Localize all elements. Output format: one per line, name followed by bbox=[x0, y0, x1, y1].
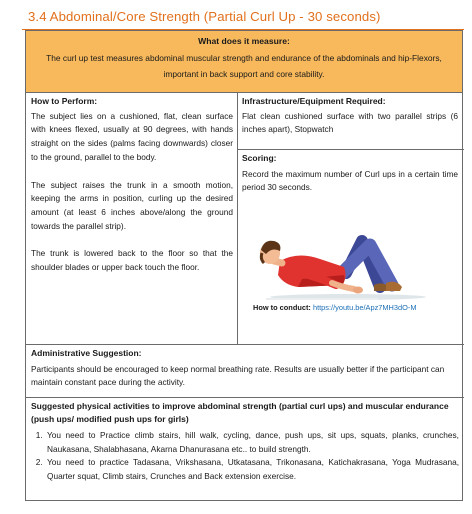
activities-list bbox=[31, 429, 459, 484]
activity-item: 1. You need to Practice climb stairs, hill walk, cycling, dance, push ups, sit ups, squats, planks, crunches, Naukasana, Shalabhasana, Akarna Dhanurasana etc.. to build strength. bbox=[45, 429, 459, 456]
test-card bbox=[25, 30, 463, 501]
perform-section bbox=[31, 95, 233, 275]
admin-heading: Administrative Suggestion: bbox=[31, 348, 142, 358]
perform-step-3: The trunk is lowered back to the floor so that the shoulder blades or upper back touch the floor. bbox=[31, 248, 233, 273]
column-divider bbox=[237, 93, 238, 344]
conduct-line bbox=[253, 303, 463, 313]
curl-up-illustration bbox=[258, 201, 428, 301]
infrastructure-section bbox=[242, 95, 458, 137]
conduct-video-link[interactable]: https://youtu.be/Apz7MH3dO-M bbox=[312, 303, 417, 312]
infrastructure-text: Flat clean cushioned surface with two parallel strips (6 inches apart), Stopwatch bbox=[242, 110, 458, 135]
scoring-text: Record the maximum number of Curl ups in a certain time period 30 seconds. bbox=[242, 168, 458, 193]
measure-text: The curl up test measures abdominal muscular strength and endurance of the abdominals and hip-Flexors, important in back support and core stability. bbox=[46, 53, 442, 79]
scoring-divider bbox=[237, 149, 464, 150]
admin-divider bbox=[26, 344, 464, 345]
section-title: 3.4 Abdominal/Core Strength (Partial Curl Up - 30 seconds) bbox=[28, 9, 381, 24]
measure-heading: What does it measure: bbox=[198, 36, 290, 46]
activities-heading: Suggested physical activities to improve abdominal strength (partial curl ups) and muscular endurance (push ups/ modified push ups for girls) bbox=[31, 401, 449, 424]
scoring-section bbox=[242, 152, 458, 195]
scoring-heading: Scoring: bbox=[242, 153, 277, 163]
perform-step-1: The subject lies on a cushioned, flat, clean surface with knees flexed, usually at 90 degrees, with hands straight on the sides (palms facing downwards) closer to the ground, parallel to the body. bbox=[31, 110, 233, 162]
activity-item: 2. You need to practice Tadasana, Vrikshasana, Utkatasana, Trikonasana, Katichakrasana, Yoga Mudrasana, Quarter squat, Climb stairs, Crunches and Back extension exercise. bbox=[45, 456, 459, 483]
activities-section bbox=[31, 400, 459, 484]
perform-step-2: The subject raises the trunk in a smooth motion, keeping the arms in position, curling up the desired amount (at least 6 inches above/along the ground towards the parallel strip). bbox=[31, 179, 233, 231]
conduct-label: How to conduct: bbox=[253, 303, 311, 312]
perform-heading: How to Perform: bbox=[31, 96, 98, 106]
admin-section bbox=[31, 347, 459, 390]
activities-divider bbox=[26, 397, 464, 398]
measure-band bbox=[26, 31, 462, 93]
admin-text: Participants should be encouraged to keep normal breathing rate. Results are usually better if the participant can maintain constant pace during the activity. bbox=[31, 363, 445, 388]
infrastructure-heading: Infrastructure/Equipment Required: bbox=[242, 96, 386, 106]
